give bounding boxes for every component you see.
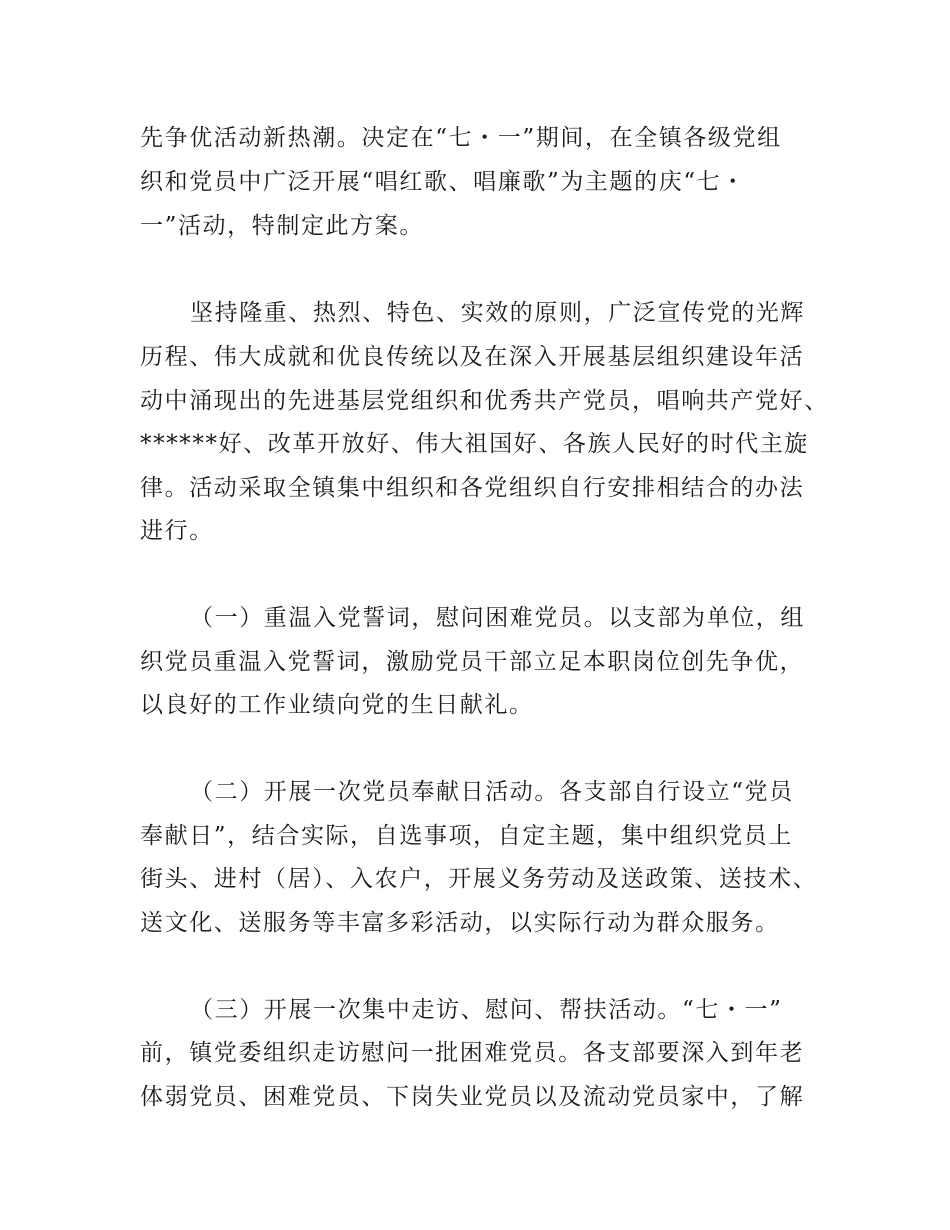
paragraph-1-line-2: 织和党员中广泛开展“唱红歌、唱廉歌”为主题的庆“七・: [140, 169, 746, 195]
paragraph-1-line-1: 先争优活动新热潮。决定在“七・一”期间，在全镇各级党组: [140, 125, 782, 151]
paragraph-2-line-4: ******好、改革开放好、伟大祖国好、各族人民好的时代主旋: [140, 431, 809, 457]
paragraph-4-line-3: 街头、进村（居）、入农户，开展义务劳动及送政策、送技术、: [140, 866, 818, 892]
paragraph-2-line-6: 进行。: [140, 518, 214, 544]
paragraph-4-line-1: （二）开展一次党员奉献日活动。各支部自行设立“党员: [190, 779, 794, 805]
paragraph-2-line-2: 历程、伟大成就和优良传统以及在深入开展基层组织建设年活: [140, 344, 805, 370]
paragraph-2-line-3: 动中涌现出的先进基层党组织和优秀共产党员，唱响共产党好、: [140, 388, 829, 414]
paragraph-3-line-1: （一）重温入党誓词，慰问困难党员。以支部为单位，组: [190, 605, 805, 631]
paragraph-5-line-1: （三）开展一次集中走访、慰问、帮扶活动。“七・一”: [190, 997, 783, 1023]
paragraph-1-line-3: 一”活动，特制定此方案。: [140, 213, 424, 239]
paragraph-3-line-2: 织党员重温入党誓词，激励党员干部立足本职岗位创先争优，: [140, 649, 805, 675]
paragraph-4-line-2: 奉献日”，结合实际，自选事项，自定主题，集中组织党员上: [140, 823, 793, 849]
paragraph-5-line-2: 前，镇党委组织走访慰问一批困难党员。各支部要深入到年老: [140, 1040, 805, 1066]
paragraph-4-line-4: 送文化、送服务等丰富多彩活动，以实际行动为群众服务。: [140, 910, 780, 936]
paragraph-2-line-5: 律。活动采取全镇集中组织和各党组织自行安排相结合的办法: [140, 475, 805, 501]
paragraph-3-line-3: 以良好的工作业绩向党的生日献礼。: [140, 692, 534, 718]
paragraph-5-line-3: 体弱党员、困难党员、下岗失业党员以及流动党员家中，了解: [140, 1084, 805, 1110]
paragraph-2-line-1: 坚持隆重、热烈、特色、实效的原则，广泛宣传党的光辉: [190, 300, 805, 326]
